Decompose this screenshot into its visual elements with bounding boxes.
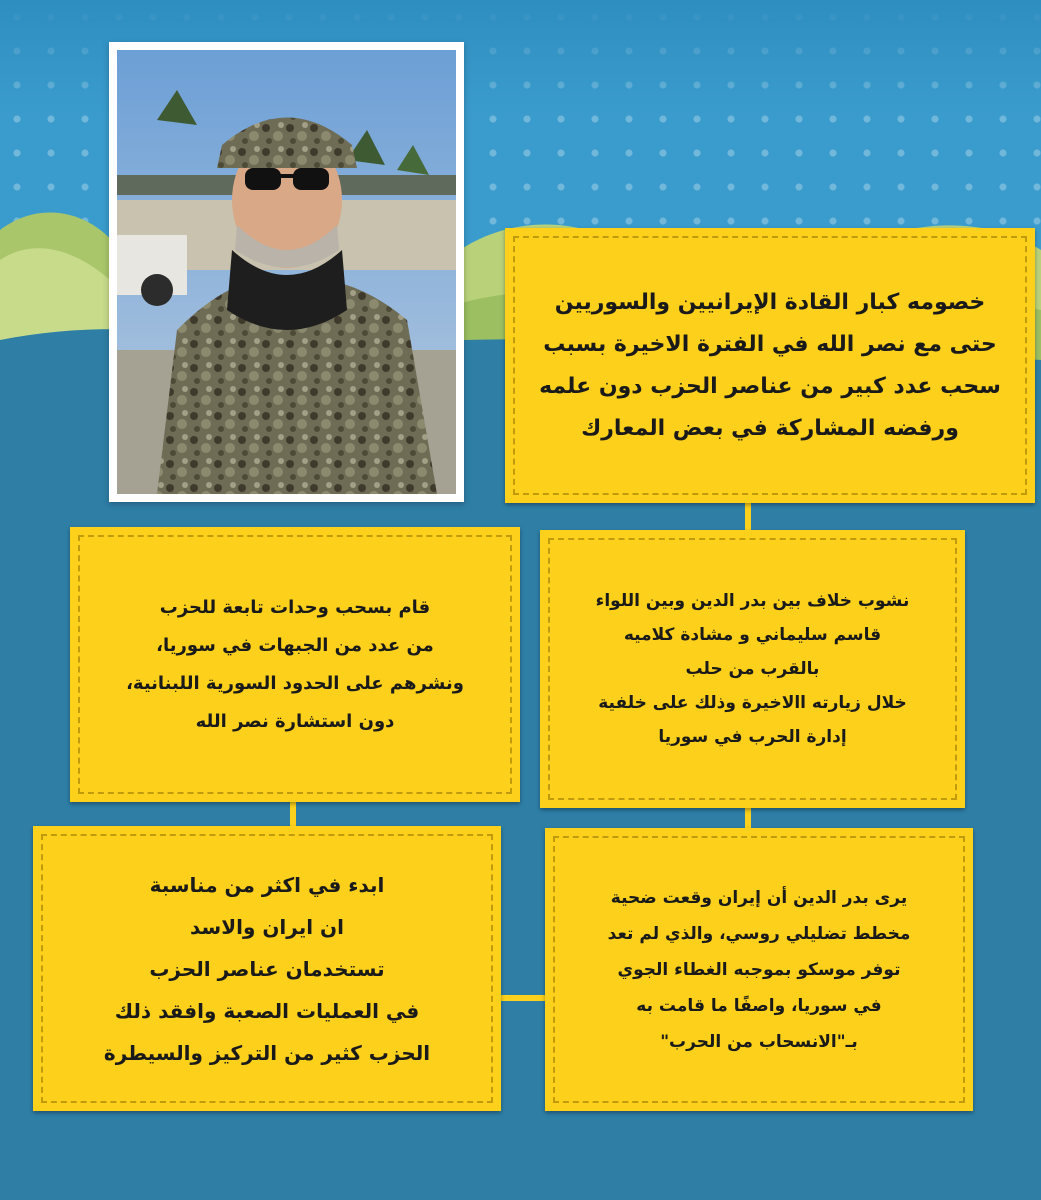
- box-line: من عدد من الجبهات في سوريا،: [156, 634, 434, 656]
- box-line: نشوب خلاف بين بدر الدين وبين اللواء: [595, 591, 910, 611]
- box-text: [576, 584, 930, 754]
- box-line: مخطط تضليلي روسي، والذي لم تعد: [607, 923, 911, 944]
- box-line: في سوريا، واصفًا ما قامت به: [636, 995, 882, 1016]
- box-line: ورفضه المشاركة في بعض المعارك: [581, 415, 959, 441]
- box-line: ونشرهم على الحدود السورية اللبنانية،: [126, 672, 464, 694]
- portrait-photo: [117, 50, 456, 494]
- box-text: [106, 589, 484, 741]
- box-line: خصومه كبار القادة الإيرانيين والسوريين: [554, 289, 986, 315]
- box-text: [84, 864, 450, 1074]
- box-line: في العمليات الصعبة وافقد ذلك: [114, 998, 420, 1023]
- box-bottom-left: [33, 826, 501, 1111]
- box-mid-right: [540, 530, 965, 808]
- connector-top-to-mid: [745, 500, 751, 530]
- box-line: بالقرب من حلب: [685, 659, 820, 679]
- box-bottom-right: [545, 828, 973, 1111]
- box-line: سحب عدد كبير من عناصر الحزب دون علمه: [539, 373, 1001, 399]
- box-text: [588, 880, 931, 1060]
- box-line: حتى مع نصر الله في الفترة الاخيرة بسبب: [543, 331, 997, 357]
- box-mid-left: [70, 527, 520, 802]
- box-text: [519, 282, 1021, 450]
- box-line: خلال زيارته االاخيرة وذلك على خلفية: [598, 693, 907, 713]
- connector-horizontal: [500, 995, 550, 1001]
- box-line: تستخدمان عناصر الحزب: [149, 956, 385, 981]
- box-line: قام بسحب وحدات تابعة للحزب: [159, 596, 431, 618]
- box-line: دون استشارة نصر الله: [195, 710, 395, 732]
- box-line: يرى بدر الدين أن إيران وقعت ضحية: [610, 887, 908, 908]
- box-line: بـ"الانسحاب من الحرب": [660, 1031, 858, 1052]
- box-line: توفر موسكو بموجبه الغطاء الجوي: [617, 959, 901, 980]
- box-line: ابدء في اكثر من مناسبة: [149, 872, 385, 897]
- box-line: قاسم سليماني و مشادة كلاميه: [623, 625, 882, 645]
- box-line: الحزب كثير من التركيز والسيطرة: [103, 1040, 431, 1065]
- connector-right-vertical: [745, 805, 751, 830]
- box-line: إدارة الحرب في سوريا: [658, 727, 847, 747]
- box-line: ان ايران والاسد: [190, 914, 344, 939]
- box-top-right: [505, 228, 1035, 503]
